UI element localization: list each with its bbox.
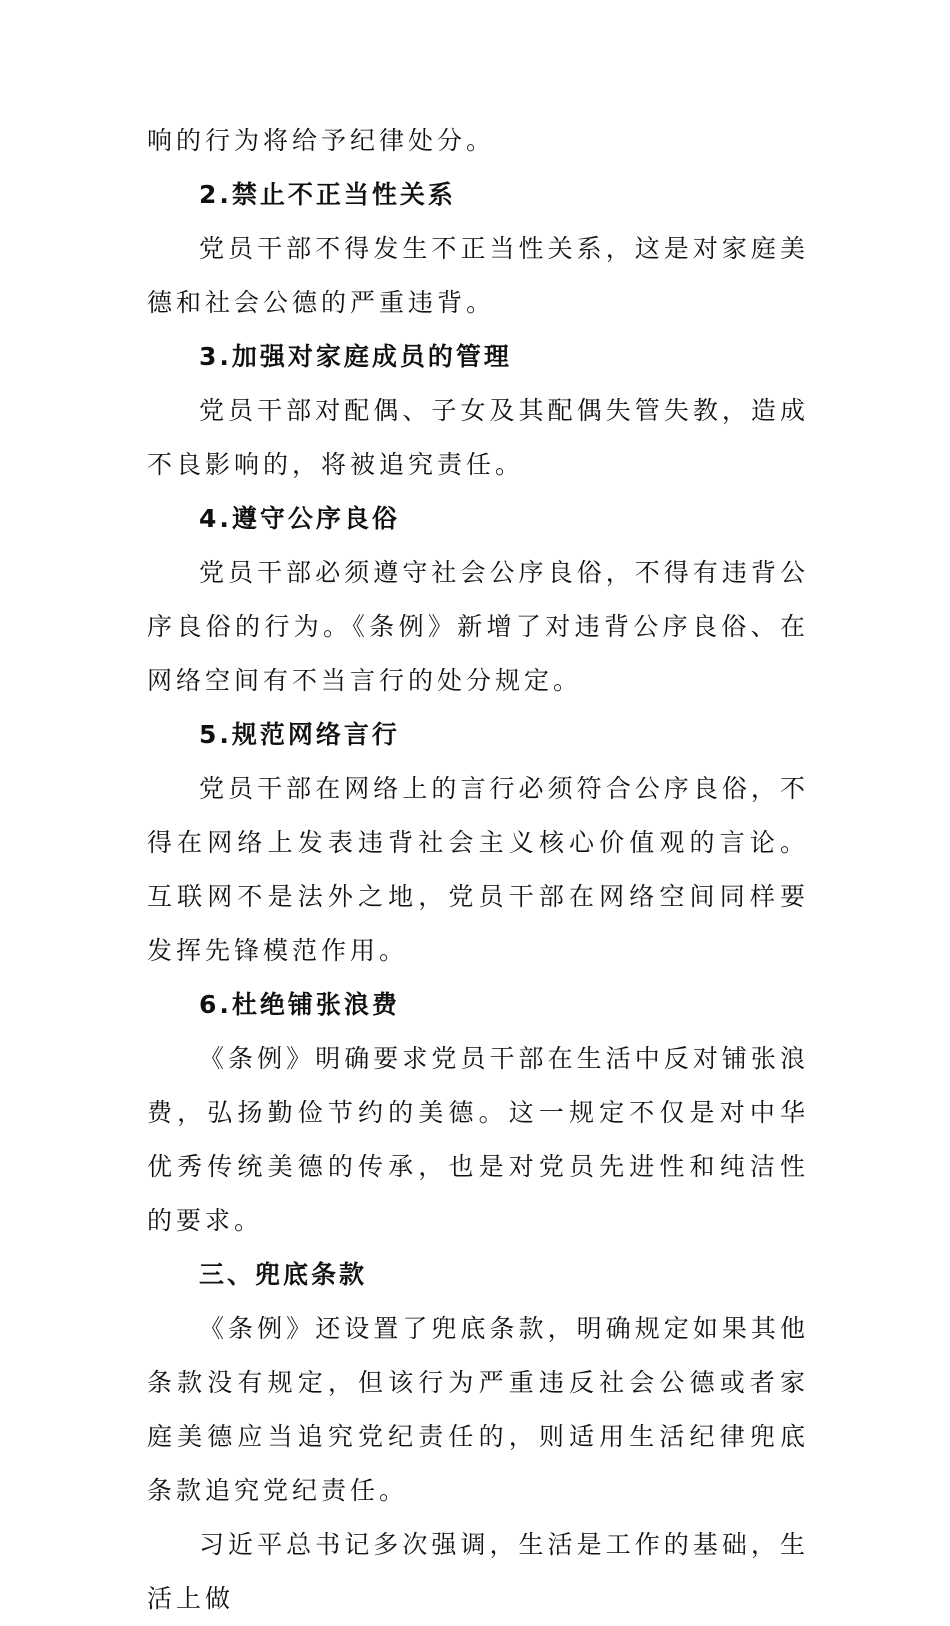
body-paragraph: 响的行为将给予纪律处分。 bbox=[147, 126, 496, 155]
body-paragraph: 党员干部在网络上的言行必须符合公序良俗，不得在网络上发表违背社会主义核心价值观的言论。互联网不是法外之地，党员干部在网络空间同样要发挥先锋模范作用。 bbox=[147, 774, 809, 965]
body-paragraph: 《条例》还设置了兜底条款，明确规定如果其他条款没有规定，但该行为严重违反社会公德或者家庭美德应当追究党纪责任的，则适用生活纪律兜底条款追究党纪责任。 bbox=[147, 1314, 809, 1505]
section-heading: 2.禁止不正当性关系 bbox=[199, 180, 456, 209]
body-paragraph: 《条例》明确要求党员干部在生活中反对铺张浪费，弘扬勤俭节约的美德。这一规定不仅是对中华优秀传统美德的传承，也是对党员先进性和纯洁性的要求。 bbox=[147, 1044, 809, 1235]
body-paragraph: 习近平总书记多次强调，生活是工作的基础，生活上做 bbox=[147, 1530, 809, 1613]
section-heading: 三、兜底条款 bbox=[199, 1260, 368, 1289]
body-paragraph: 党员干部不得发生不正当性关系，这是对家庭美德和社会公德的严重违背。 bbox=[147, 234, 809, 317]
section-heading: 6.杜绝铺张浪费 bbox=[199, 990, 400, 1019]
section-heading: 4.遵守公序良俗 bbox=[199, 504, 400, 533]
document-body bbox=[147, 114, 809, 1626]
section-heading: 5.规范网络言行 bbox=[199, 720, 400, 749]
body-paragraph: 党员干部必须遵守社会公序良俗，不得有违背公序良俗的行为。《条例》新增了对违背公序良俗、在网络空间有不当言行的处分规定。 bbox=[147, 558, 809, 695]
body-paragraph: 党员干部对配偶、子女及其配偶失管失教，造成不良影响的，将被追究责任。 bbox=[147, 396, 809, 479]
section-heading: 3.加强对家庭成员的管理 bbox=[199, 342, 512, 371]
